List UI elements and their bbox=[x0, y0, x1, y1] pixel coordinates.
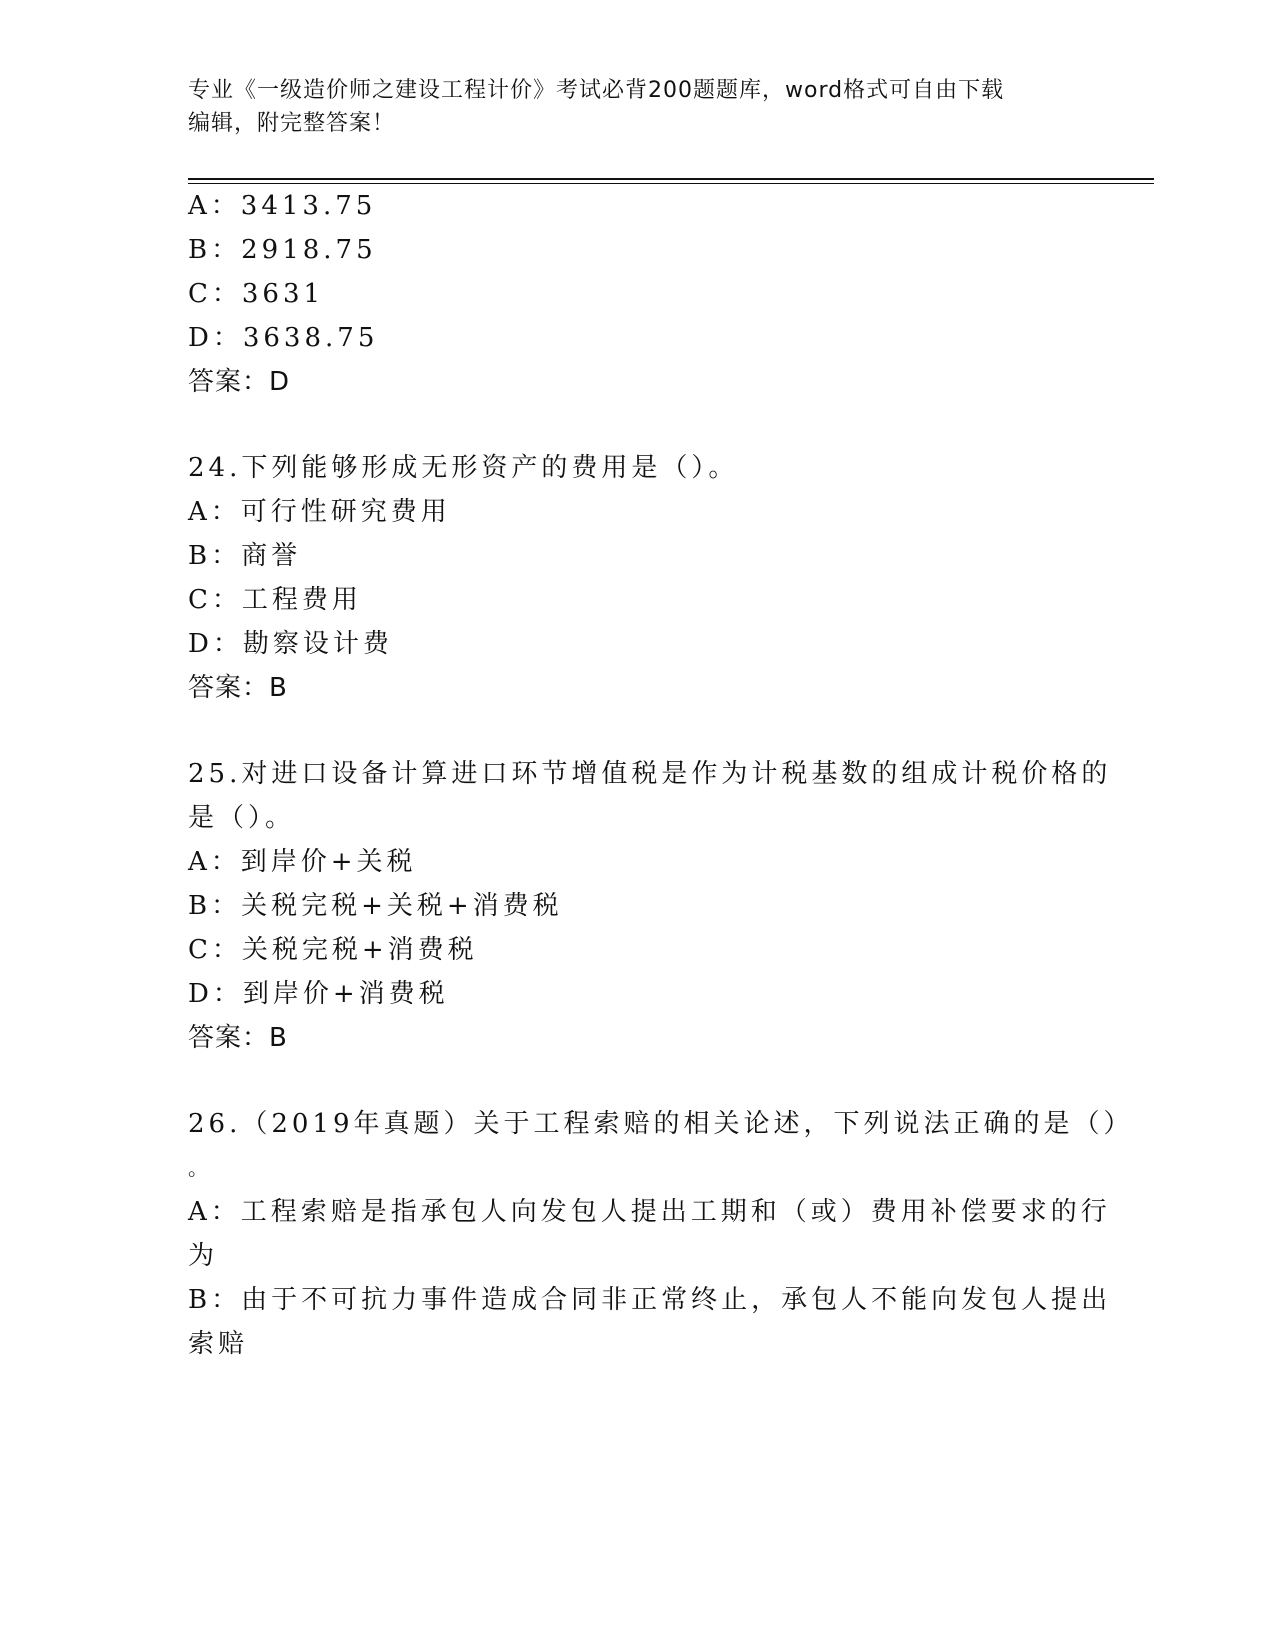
header-divider-thin bbox=[188, 183, 1154, 184]
q23-answer: 答案：D bbox=[188, 367, 291, 397]
q24-question: 24.下列能够形成无形资产的费用是（）。 bbox=[188, 453, 739, 483]
q25-option-b: B：关税完税+关税+消费税 bbox=[188, 891, 563, 921]
header-title-line2: 编辑，附完整答案！ bbox=[188, 111, 396, 136]
q26-question-line1: 26.（2019年真题）关于工程索赔的相关论述，下列说法正确的是（） bbox=[188, 1109, 1134, 1139]
q26-option-a-line1: A：工程索赔是指承包人向发包人提出工期和（或）费用补偿要求的行 bbox=[188, 1197, 1111, 1227]
q23-option-b: B：2918.75 bbox=[188, 235, 377, 265]
q24-option-b: B：商誉 bbox=[188, 541, 302, 571]
q25-answer: 答案：B bbox=[188, 1023, 288, 1053]
q24-option-a: A：可行性研究费用 bbox=[188, 497, 451, 527]
q23-option-c: C：3631 bbox=[188, 279, 325, 309]
q23-option-d: D：3638.75 bbox=[188, 323, 379, 353]
document-header bbox=[188, 74, 1068, 140]
q23-option-a: A：3413.75 bbox=[188, 191, 377, 221]
q26-option-b-line2: 索赔 bbox=[188, 1329, 249, 1359]
q26-option-a-line2: 为 bbox=[188, 1241, 219, 1271]
header-divider-thick bbox=[188, 178, 1154, 180]
q25-question-line1: 25.对进口设备计算进口环节增值税是作为计税基数的组成计税价格的 bbox=[188, 759, 1112, 789]
q25-option-a: A：到岸价+关税 bbox=[188, 847, 417, 877]
q25-option-d: D：到岸价+消费税 bbox=[188, 979, 449, 1009]
q26-option-b-line1: B：由于不可抗力事件造成合同非正常终止，承包人不能向发包人提出 bbox=[188, 1285, 1112, 1315]
q26-question-line2: 。 bbox=[188, 1156, 212, 1180]
q24-option-c: C：工程费用 bbox=[188, 585, 362, 615]
q25-question-line2: 是（）。 bbox=[188, 803, 296, 833]
q24-answer: 答案：B bbox=[188, 673, 288, 703]
q25-option-c: C：关税完税+消费税 bbox=[188, 935, 478, 965]
header-title-line1: 专业《一级造价师之建设工程计价》考试必背200题题库，word格式可自由下载 bbox=[188, 78, 1005, 103]
q24-option-d: D：勘察设计费 bbox=[188, 629, 393, 659]
